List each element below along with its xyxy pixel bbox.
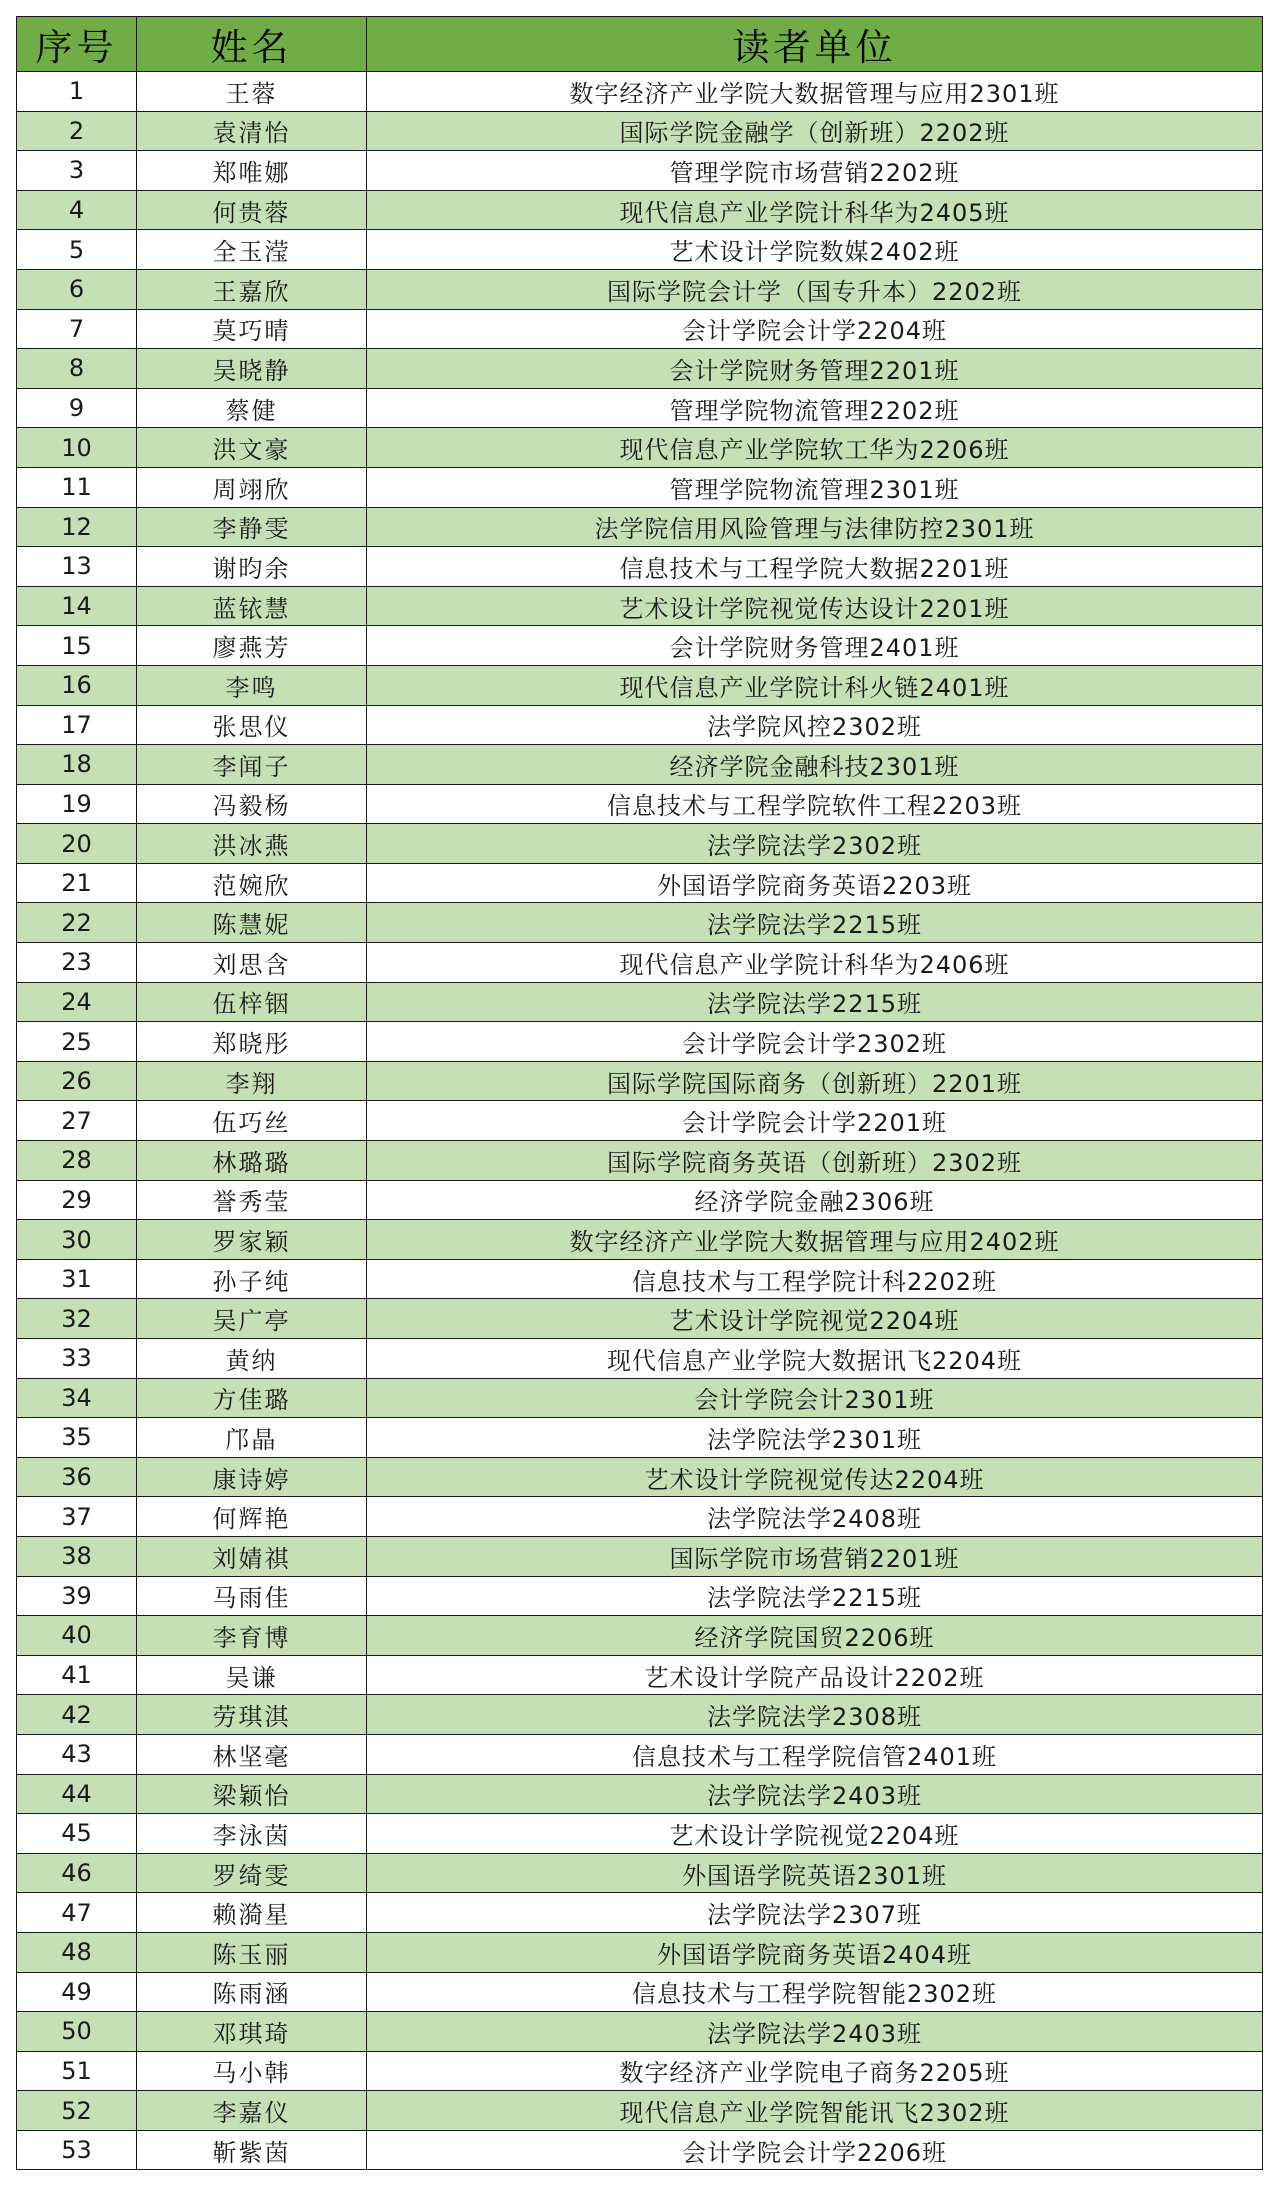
cell-name: 冯毅杨 (137, 784, 367, 824)
cell-no: 34 (17, 1378, 137, 1418)
cell-no: 53 (17, 2130, 137, 2170)
cell-unit: 外国语学院商务英语2203班 (367, 863, 1263, 903)
cell-name: 袁清怡 (137, 111, 367, 151)
table-row (17, 1061, 1263, 1101)
cell-no: 22 (17, 903, 137, 943)
table-row (17, 863, 1263, 903)
cell-name: 罗家颖 (137, 1220, 367, 1260)
cell-name: 周翊欣 (137, 467, 367, 507)
cell-unit: 现代信息产业学院软工华为2206班 (367, 428, 1263, 468)
cell-no: 18 (17, 745, 137, 785)
table-row (17, 705, 1263, 745)
table-row (17, 151, 1263, 191)
cell-unit: 法学院风控2302班 (367, 705, 1263, 745)
cell-no: 51 (17, 2051, 137, 2091)
cell-name: 吴广亭 (137, 1299, 367, 1339)
cell-unit: 艺术设计学院产品设计2202班 (367, 1655, 1263, 1695)
cell-unit: 经济学院国贸2206班 (367, 1616, 1263, 1656)
cell-name: 李育博 (137, 1616, 367, 1656)
cell-unit: 管理学院物流管理2301班 (367, 467, 1263, 507)
cell-unit: 信息技术与工程学院信管2401班 (367, 1734, 1263, 1774)
cell-no: 46 (17, 1853, 137, 1893)
cell-name: 梁颖怡 (137, 1774, 367, 1814)
cell-name: 伍巧丝 (137, 1101, 367, 1141)
cell-no: 35 (17, 1418, 137, 1458)
cell-unit: 会计学院会计2301班 (367, 1378, 1263, 1418)
table-row (17, 388, 1263, 428)
cell-no: 27 (17, 1101, 137, 1141)
cell-unit: 会计学院财务管理2201班 (367, 349, 1263, 389)
cell-unit: 法学院法学2403班 (367, 2012, 1263, 2052)
cell-name: 罗绮雯 (137, 1853, 367, 1893)
cell-unit: 数字经济产业学院大数据管理与应用2402班 (367, 1220, 1263, 1260)
cell-name: 范婉欣 (137, 863, 367, 903)
cell-no: 38 (17, 1536, 137, 1576)
cell-unit: 法学院法学2301班 (367, 1418, 1263, 1458)
cell-no: 14 (17, 586, 137, 626)
table-row (17, 824, 1263, 864)
cell-no: 10 (17, 428, 137, 468)
cell-unit: 外国语学院英语2301班 (367, 1853, 1263, 1893)
table-row (17, 1695, 1263, 1735)
cell-no: 2 (17, 111, 137, 151)
cell-no: 31 (17, 1259, 137, 1299)
table-row (17, 111, 1263, 151)
table-row (17, 1101, 1263, 1141)
cell-no: 15 (17, 626, 137, 666)
cell-unit: 国际学院会计学（国专升本）2202班 (367, 269, 1263, 309)
cell-name: 郑晓彤 (137, 1022, 367, 1062)
table-row (17, 72, 1263, 112)
cell-no: 42 (17, 1695, 137, 1735)
cell-unit: 法学院法学2408班 (367, 1497, 1263, 1537)
cell-unit: 经济学院金融科技2301班 (367, 745, 1263, 785)
cell-name: 洪文豪 (137, 428, 367, 468)
cell-name: 何贵蓉 (137, 190, 367, 230)
cell-unit: 艺术设计学院视觉2204班 (367, 1299, 1263, 1339)
cell-no: 6 (17, 269, 137, 309)
table-row (17, 626, 1263, 666)
cell-no: 40 (17, 1616, 137, 1656)
cell-name: 邓琪琦 (137, 2012, 367, 2052)
cell-unit: 法学院法学2308班 (367, 1695, 1263, 1735)
cell-no: 36 (17, 1457, 137, 1497)
cell-name: 陈慧妮 (137, 903, 367, 943)
cell-name: 李嘉仪 (137, 2091, 367, 2131)
cell-no: 33 (17, 1339, 137, 1379)
cell-name: 刘婧祺 (137, 1536, 367, 1576)
table-row (17, 1418, 1263, 1458)
table-row (17, 1616, 1263, 1656)
cell-name: 赖漪星 (137, 1893, 367, 1933)
cell-name: 洪冰燕 (137, 824, 367, 864)
cell-no: 48 (17, 1932, 137, 1972)
cell-no: 8 (17, 349, 137, 389)
cell-name: 李鸣 (137, 665, 367, 705)
table-row (17, 1774, 1263, 1814)
table-row (17, 982, 1263, 1022)
cell-name: 靳紫茵 (137, 2130, 367, 2170)
cell-no: 43 (17, 1734, 137, 1774)
table-row (17, 1972, 1263, 2012)
table-row (17, 349, 1263, 389)
cell-no: 23 (17, 943, 137, 983)
reader-table (16, 16, 1263, 2170)
table-row (17, 1180, 1263, 1220)
cell-no: 29 (17, 1180, 137, 1220)
header-no: 序号 (17, 17, 137, 72)
table-row (17, 903, 1263, 943)
header-unit: 读者单位 (367, 17, 1263, 72)
cell-unit: 艺术设计学院数媒2402班 (367, 230, 1263, 270)
cell-unit: 现代信息产业学院大数据讯飞2204班 (367, 1339, 1263, 1379)
cell-unit: 经济学院金融2306班 (367, 1180, 1263, 1220)
cell-unit: 会计学院财务管理2401班 (367, 626, 1263, 666)
cell-unit: 外国语学院商务英语2404班 (367, 1932, 1263, 1972)
cell-no: 4 (17, 190, 137, 230)
cell-name: 马雨佳 (137, 1576, 367, 1616)
table-row (17, 547, 1263, 587)
cell-no: 24 (17, 982, 137, 1022)
cell-unit: 会计学院会计学2204班 (367, 309, 1263, 349)
cell-unit: 会计学院会计学2302班 (367, 1022, 1263, 1062)
cell-unit: 艺术设计学院视觉传达设计2201班 (367, 586, 1263, 626)
cell-name: 吴谦 (137, 1655, 367, 1695)
cell-no: 5 (17, 230, 137, 270)
cell-name: 方佳璐 (137, 1378, 367, 1418)
cell-unit: 现代信息产业学院计科华为2405班 (367, 190, 1263, 230)
cell-unit: 国际学院商务英语（创新班）2302班 (367, 1141, 1263, 1181)
cell-name: 陈雨涵 (137, 1972, 367, 2012)
table-row (17, 428, 1263, 468)
cell-name: 李静雯 (137, 507, 367, 547)
table-row (17, 2012, 1263, 2052)
table-row (17, 1932, 1263, 1972)
cell-name: 林坚毫 (137, 1734, 367, 1774)
table-row (17, 665, 1263, 705)
cell-unit: 艺术设计学院视觉2204班 (367, 1814, 1263, 1854)
cell-unit: 信息技术与工程学院软件工程2203班 (367, 784, 1263, 824)
cell-name: 誉秀莹 (137, 1180, 367, 1220)
table-row (17, 1497, 1263, 1537)
cell-name: 劳琪淇 (137, 1695, 367, 1735)
cell-unit: 数字经济产业学院电子商务2205班 (367, 2051, 1263, 2091)
table-row (17, 1022, 1263, 1062)
cell-no: 17 (17, 705, 137, 745)
table-row (17, 230, 1263, 270)
cell-unit: 管理学院物流管理2202班 (367, 388, 1263, 428)
cell-unit: 数字经济产业学院大数据管理与应用2301班 (367, 72, 1263, 112)
cell-name: 李泳茵 (137, 1814, 367, 1854)
cell-no: 25 (17, 1022, 137, 1062)
cell-name: 张思仪 (137, 705, 367, 745)
table-row (17, 269, 1263, 309)
cell-name: 莫巧晴 (137, 309, 367, 349)
table-row (17, 586, 1263, 626)
table-row (17, 1220, 1263, 1260)
cell-no: 12 (17, 507, 137, 547)
cell-unit: 法学院法学2302班 (367, 824, 1263, 864)
table-row (17, 467, 1263, 507)
cell-no: 26 (17, 1061, 137, 1101)
cell-no: 16 (17, 665, 137, 705)
header-name: 姓名 (137, 17, 367, 72)
header-row (17, 17, 1263, 72)
cell-no: 32 (17, 1299, 137, 1339)
cell-no: 45 (17, 1814, 137, 1854)
table-row (17, 1576, 1263, 1616)
table-body (17, 72, 1263, 2170)
cell-unit: 会计学院会计学2201班 (367, 1101, 1263, 1141)
table-row (17, 745, 1263, 785)
cell-name: 马小韩 (137, 2051, 367, 2091)
cell-unit: 信息技术与工程学院大数据2201班 (367, 547, 1263, 587)
cell-name: 蓝铱慧 (137, 586, 367, 626)
cell-unit: 国际学院市场营销2201班 (367, 1536, 1263, 1576)
cell-name: 康诗婷 (137, 1457, 367, 1497)
cell-unit: 法学院法学2215班 (367, 982, 1263, 1022)
cell-no: 30 (17, 1220, 137, 1260)
cell-unit: 国际学院金融学（创新班）2202班 (367, 111, 1263, 151)
cell-unit: 法学院法学2307班 (367, 1893, 1263, 1933)
cell-name: 林璐璐 (137, 1141, 367, 1181)
cell-no: 50 (17, 2012, 137, 2052)
cell-no: 20 (17, 824, 137, 864)
table-row (17, 1853, 1263, 1893)
cell-name: 王嘉欣 (137, 269, 367, 309)
table-row (17, 190, 1263, 230)
table-row (17, 1536, 1263, 1576)
cell-name: 刘思含 (137, 943, 367, 983)
cell-name: 郑唯娜 (137, 151, 367, 191)
cell-unit: 现代信息产业学院智能讯飞2302班 (367, 2091, 1263, 2131)
cell-unit: 管理学院市场营销2202班 (367, 151, 1263, 191)
cell-unit: 现代信息产业学院计科火链2401班 (367, 665, 1263, 705)
cell-unit: 法学院信用风险管理与法律防控2301班 (367, 507, 1263, 547)
table-row (17, 2051, 1263, 2091)
table-row (17, 1814, 1263, 1854)
cell-name: 全玉滢 (137, 230, 367, 270)
cell-no: 1 (17, 72, 137, 112)
cell-name: 李翔 (137, 1061, 367, 1101)
cell-no: 13 (17, 547, 137, 587)
cell-name: 孙子纯 (137, 1259, 367, 1299)
cell-unit: 国际学院国际商务（创新班）2201班 (367, 1061, 1263, 1101)
table-row (17, 1655, 1263, 1695)
cell-unit: 艺术设计学院视觉传达2204班 (367, 1457, 1263, 1497)
cell-name: 廖燕芳 (137, 626, 367, 666)
table-row (17, 1893, 1263, 1933)
cell-unit: 信息技术与工程学院计科2202班 (367, 1259, 1263, 1299)
cell-unit: 会计学院会计学2206班 (367, 2130, 1263, 2170)
cell-no: 44 (17, 1774, 137, 1814)
cell-no: 52 (17, 2091, 137, 2131)
table-row (17, 1259, 1263, 1299)
cell-name: 何辉艳 (137, 1497, 367, 1537)
cell-name: 吴晓静 (137, 349, 367, 389)
cell-unit: 法学院法学2403班 (367, 1774, 1263, 1814)
cell-no: 41 (17, 1655, 137, 1695)
table-row (17, 1339, 1263, 1379)
cell-no: 11 (17, 467, 137, 507)
table-row (17, 2091, 1263, 2131)
cell-name: 王蓉 (137, 72, 367, 112)
cell-name: 黄纳 (137, 1339, 367, 1379)
table-row (17, 1378, 1263, 1418)
cell-name: 谢昀余 (137, 547, 367, 587)
cell-no: 39 (17, 1576, 137, 1616)
cell-no: 49 (17, 1972, 137, 2012)
table-row (17, 2130, 1263, 2170)
table-row (17, 1141, 1263, 1181)
cell-no: 3 (17, 151, 137, 191)
cell-name: 伍梓铟 (137, 982, 367, 1022)
cell-unit: 现代信息产业学院计科华为2406班 (367, 943, 1263, 983)
table-row (17, 1457, 1263, 1497)
cell-unit: 法学院法学2215班 (367, 1576, 1263, 1616)
cell-name: 李闻子 (137, 745, 367, 785)
cell-no: 47 (17, 1893, 137, 1933)
table-row (17, 1734, 1263, 1774)
cell-unit: 信息技术与工程学院智能2302班 (367, 1972, 1263, 2012)
cell-name: 陈玉丽 (137, 1932, 367, 1972)
cell-no: 28 (17, 1141, 137, 1181)
cell-no: 21 (17, 863, 137, 903)
table-row (17, 784, 1263, 824)
cell-name: 蔡健 (137, 388, 367, 428)
table-row (17, 943, 1263, 983)
table-row (17, 1299, 1263, 1339)
cell-no: 7 (17, 309, 137, 349)
cell-unit: 法学院法学2215班 (367, 903, 1263, 943)
table-row (17, 507, 1263, 547)
cell-no: 37 (17, 1497, 137, 1537)
cell-no: 9 (17, 388, 137, 428)
table-row (17, 309, 1263, 349)
cell-name: 邝晶 (137, 1418, 367, 1458)
cell-no: 19 (17, 784, 137, 824)
